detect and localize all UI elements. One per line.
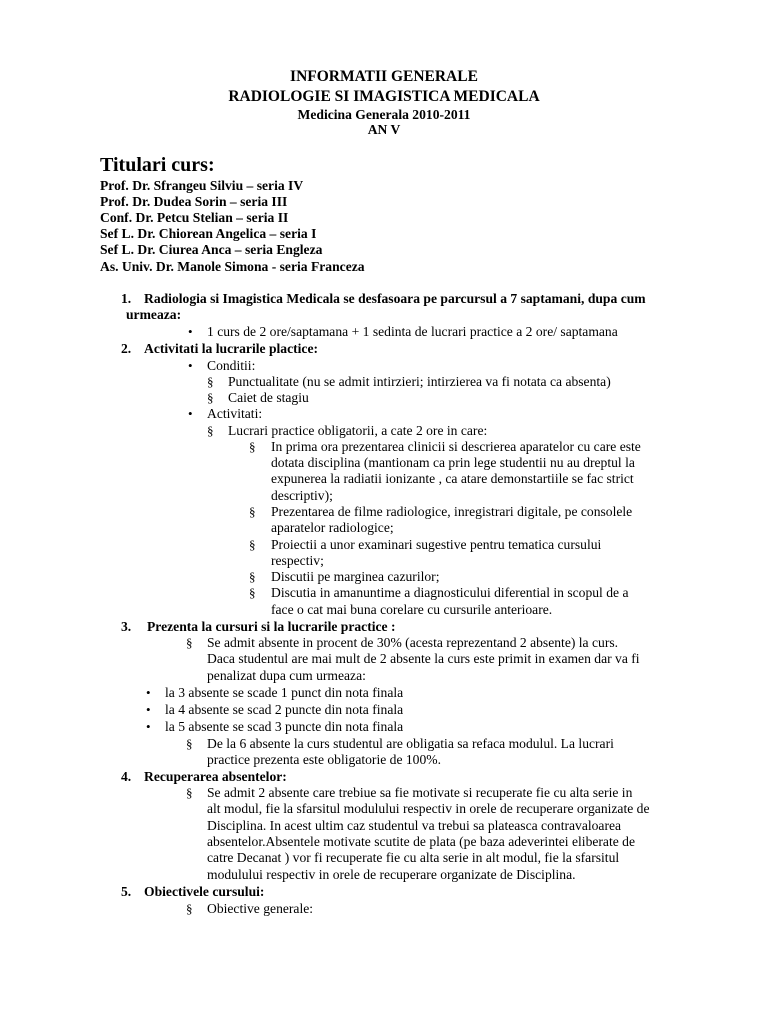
list-item-cont: face o cat mai buna corelare cu cursurile anterioare. [271, 602, 553, 617]
list-item: 1 curs de 2 ore/saptamana + 1 sedinta de lucrari practice a 2 ore/ saptamana [207, 324, 618, 339]
list-item: Punctualitate (nu se admit intirzieri; intirzierea va fi notata ca absenta) [228, 374, 611, 389]
bullet-icon: • [146, 719, 151, 734]
section-sign-icon: § [186, 785, 193, 800]
section-sign-icon: § [249, 537, 256, 552]
list-item: Discutia in amanuntime a diagnosticului diferential in scopul de a [271, 585, 629, 600]
list-item-cont: aparatelor radiologice; [271, 520, 394, 535]
section-number: 3. [121, 619, 132, 634]
section-number: 5. [121, 884, 132, 899]
section-title-cont: urmeaza: [126, 307, 182, 322]
section-sign-icon: § [249, 569, 256, 584]
list-item: Lucrari practice obligatorii, a cate 2 ore in care: [228, 423, 488, 438]
titular-item: As. Univ. Dr. Manole Simona - seria Franceza [100, 259, 365, 274]
section-sign-icon: § [186, 635, 193, 650]
titular-item: Sef L. Dr. Ciurea Anca – seria Engleza [100, 242, 323, 257]
section-title: Prezenta la cursuri si la lucrarile practice : [147, 619, 396, 634]
section-sign-icon: § [207, 390, 214, 405]
list-item: De la 6 absente la curs studentul are obligatia sa refaca modulul. La lucrari [207, 736, 614, 751]
list-item: Conditii: [207, 358, 256, 373]
titulari-heading: Titulari curs: [100, 154, 215, 176]
list-item-cont: respectiv; [271, 553, 324, 568]
list-item: Se admit absente in procent de 30% (acesta reprezentand 2 absente) la curs. [207, 635, 619, 650]
section-sign-icon: § [249, 439, 256, 454]
doc-subtitle: RADIOLOGIE SI IMAGISTICA MEDICALA [228, 88, 540, 105]
list-item: Proiectii a unor examinari sugestive pentru tematica cursului [271, 537, 602, 552]
list-item-cont: catre Decanat ) vor fi recuperate fie cu alta serie in alt modul, fie la sfarsitul [207, 850, 620, 865]
list-item-cont: alt modul, fie la sfarsitul modulului respectiv in orele de recuperare organizate de [207, 801, 650, 816]
section-title: Recuperarea absentelor: [144, 769, 287, 784]
list-item-cont: expunerea la radiatii ionizante , ca atare demonstartiile se fac strict [271, 471, 634, 486]
list-item-cont: modulului respectiv in orele de recuperare organizate de Disciplina. [207, 867, 576, 882]
bullet-icon: • [146, 685, 151, 700]
titular-item: Prof. Dr. Dudea Sorin – seria III [100, 194, 288, 209]
bullet-icon: • [188, 324, 193, 339]
section-sign-icon: § [249, 504, 256, 519]
section-sign-icon: § [207, 423, 214, 438]
list-item: Caiet de stagiu [228, 390, 309, 405]
section-number: 1. [121, 291, 132, 306]
list-item-cont: Disciplina. In acest ultim caz studentul va trebui sa plateasca contravaloarea [207, 818, 622, 833]
section-sign-icon: § [249, 585, 256, 600]
list-item: la 4 absente se scad 2 puncte din nota finala [165, 702, 404, 717]
titular-item: Conf. Dr. Petcu Stelian – seria II [100, 210, 289, 225]
doc-program: Medicina Generala 2010-2011 [297, 107, 471, 122]
list-item-cont: dotata disciplina (mantionam ca prin lege studentii nu au dreptul la [271, 455, 635, 470]
titular-item: Prof. Dr. Sfrangeu Silviu – seria IV [100, 178, 304, 193]
titular-item: Sef L. Dr. Chiorean Angelica – seria I [100, 226, 317, 241]
list-item: Prezentarea de filme radiologice, inregistrari digitale, pe consolele [271, 504, 633, 519]
list-item: la 5 absente se scad 3 puncte din nota finala [165, 719, 404, 734]
doc-title: INFORMATII GENERALE [290, 68, 478, 85]
list-item: Se admit 2 absente care trebiue sa fie motivate si recuperate fie cu alta serie in [207, 785, 633, 800]
bullet-icon: • [146, 702, 151, 717]
list-item-cont: Daca studentul are mai mult de 2 absente la curs este primit in examen dar va fi [207, 651, 640, 666]
section-title: Obiectivele cursului: [144, 884, 265, 899]
list-item-cont: practice prezenta este obligatorie de 100%. [207, 752, 442, 767]
list-item-cont: absentelor.Absentele motivate scutite de plata (pe baza adeverintei eliberate de [207, 834, 636, 849]
doc-year: AN V [367, 122, 401, 137]
section-number: 4. [121, 769, 132, 784]
section-number: 2. [121, 341, 132, 356]
list-item-cont: descriptiv); [271, 488, 333, 503]
section-sign-icon: § [186, 901, 193, 916]
section-sign-icon: § [186, 736, 193, 751]
bullet-icon: • [188, 406, 193, 421]
list-item-cont: penalizat dupa cum urmeaza: [207, 668, 366, 683]
list-item: Discutii pe marginea cazurilor; [271, 569, 440, 584]
bullet-icon: • [188, 358, 193, 373]
section-sign-icon: § [207, 374, 214, 389]
list-item: Activitati: [207, 406, 263, 421]
list-item: la 3 absente se scade 1 punct din nota finala [165, 685, 404, 700]
section-title: Activitati la lucrarile plactice: [144, 341, 319, 356]
section-title: Radiologia si Imagistica Medicala se desfasoara pe parcursul a 7 saptamani, dupa cum [144, 291, 646, 306]
list-item: Obiective generale: [207, 901, 314, 916]
list-item: In prima ora prezentarea clinicii si descrierea aparatelor cu care este [271, 439, 641, 454]
